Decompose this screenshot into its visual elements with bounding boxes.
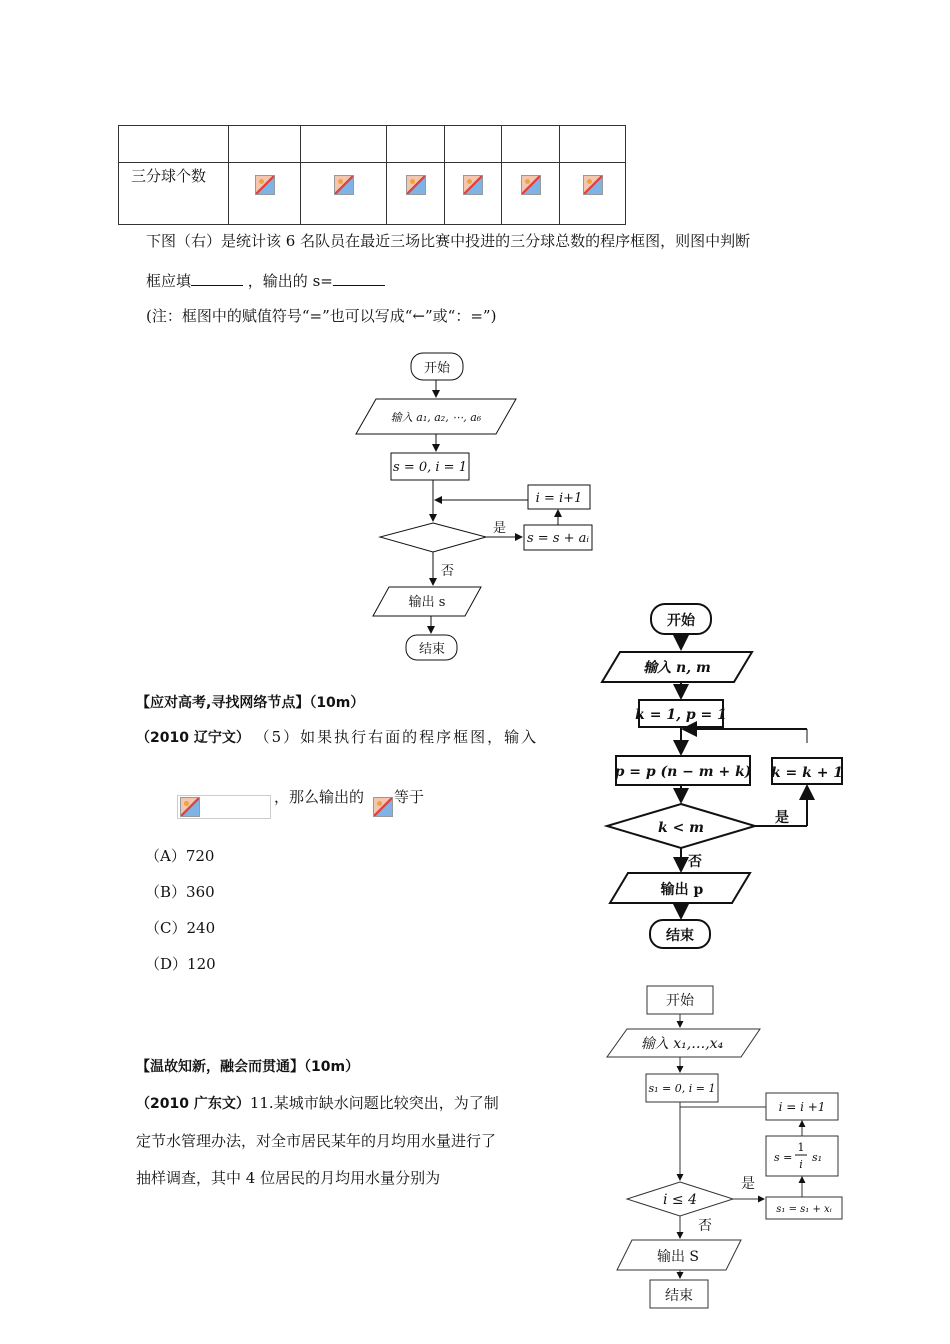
section3-line1 (136, 1093, 499, 1114)
mean-tail-label: s₁ (812, 1151, 823, 1164)
option-b: （B）360 (145, 883, 215, 901)
fraction-denominator: i (799, 1158, 803, 1171)
section2-stem (136, 727, 538, 748)
question1-line1: 下图（右）是统计该 6 名队员在最近三场比赛中投进的三分球总数的程序框图，则图中判断 (146, 232, 751, 250)
input-label: 输入 n, m (643, 660, 711, 676)
calc-label: p = p (n − m + k) (614, 764, 752, 780)
answer-blank (333, 271, 385, 286)
output-label: 输出 s (408, 595, 446, 610)
question1-line2 (146, 271, 385, 291)
section2-line2: ，那么输出的 (274, 788, 365, 806)
end-label: 结束 (665, 1288, 693, 1304)
section3-line2: 定节水管理办法，对全市居民某年的月均用水量进行了 (136, 1132, 497, 1150)
section2-source: （2010 辽宁文） (136, 730, 250, 746)
init-label: k = 1, p = 1 (635, 707, 727, 723)
table-cell (502, 163, 560, 225)
table-cell (119, 126, 229, 163)
broken-image-icon (463, 175, 483, 195)
input-label: 输入 x₁,…,x₄ (640, 1036, 724, 1052)
table-cell (560, 126, 626, 163)
table-cell (502, 126, 560, 163)
assign-label: s = s + aᵢ (526, 531, 590, 546)
option-a: （A）720 (145, 847, 215, 865)
q1-text-a: 框应填 (146, 272, 192, 290)
table-cell (301, 126, 387, 163)
init-label: s = 0, i = 1 (393, 460, 467, 475)
table-cell (445, 126, 502, 163)
table-cell (229, 163, 301, 225)
q1-text-b: ，输出的 s= (247, 272, 333, 290)
broken-image-icon (334, 175, 354, 195)
end-label: 结束 (666, 928, 694, 944)
broken-image-icon (406, 175, 426, 195)
yes-label: 是 (741, 1176, 755, 1192)
input-label: 输入 a₁, a₂, ⋯, a₆ (390, 411, 482, 424)
broken-image-icon (255, 175, 275, 195)
section3-line3: 抽样调查，其中 4 位居民的月均用水量分别为 (136, 1169, 441, 1187)
section2-line2b: 等于 (394, 788, 425, 806)
init-label: s₁ = 0, i = 1 (648, 1082, 716, 1095)
table-cell (445, 163, 502, 225)
section3-source: （2010 广东文） (136, 1096, 250, 1112)
table-cell (560, 163, 626, 225)
formula-image-placeholder (177, 795, 271, 819)
broken-image-icon (373, 797, 393, 817)
increment-label: i = i+1 (535, 491, 583, 506)
start-label: 开始 (666, 993, 694, 1009)
table-row-label (119, 163, 229, 225)
output-label: 输出 p (660, 882, 704, 898)
broken-image-icon (180, 797, 200, 817)
end-label: 结束 (418, 642, 446, 657)
table-cell (301, 163, 387, 225)
condition-label: i ≤ 4 (662, 1192, 698, 1208)
flowchart-3 (600, 980, 860, 1315)
data-table (118, 125, 626, 225)
fraction-numerator: 1 (797, 1141, 805, 1154)
no-label: 否 (688, 854, 702, 870)
start-label: 开始 (423, 361, 451, 376)
table-cell (229, 126, 301, 163)
yes-label: 是 (493, 521, 507, 536)
output-label: 输出 S (656, 1249, 700, 1265)
start-label: 开始 (667, 613, 695, 629)
option-c: （C）240 (145, 919, 216, 937)
condition-label: k < m (658, 820, 704, 836)
table-cell (387, 126, 445, 163)
table-cell (387, 163, 445, 225)
question1-note: (注：框图中的赋值符号“=”也可以写成“←”或“：=”) (146, 307, 497, 325)
assign-label: s₁ = s₁ + xᵢ (776, 1204, 832, 1215)
section3-line1-text: 11.某城市缺水问题比较突出，为了制 (249, 1094, 499, 1112)
section3-heading: 【温故知新，融会而贯通】（10m） (136, 1059, 360, 1075)
option-d: （D）120 (145, 955, 216, 973)
no-label: 否 (441, 564, 455, 579)
increment-label: k = k + 1 (770, 765, 844, 781)
row-label-text: 三分球个数 (131, 167, 207, 185)
section2-heading: 【应对高考,寻找网络节点】（10m） (136, 695, 365, 711)
answer-blank (191, 271, 243, 286)
increment-label: i = i +1 (778, 1100, 826, 1114)
section2-stem-text: （5）如果执行右面的程序框图，输入 (254, 728, 539, 746)
yes-label: 是 (775, 810, 789, 826)
flowchart-2 (600, 596, 850, 956)
mean-s-label: s = (774, 1151, 793, 1164)
flowchart-1 (340, 345, 620, 665)
condition-diamond (380, 523, 486, 552)
broken-image-icon (521, 175, 541, 195)
no-label: 否 (698, 1218, 712, 1234)
broken-image-icon (583, 175, 603, 195)
